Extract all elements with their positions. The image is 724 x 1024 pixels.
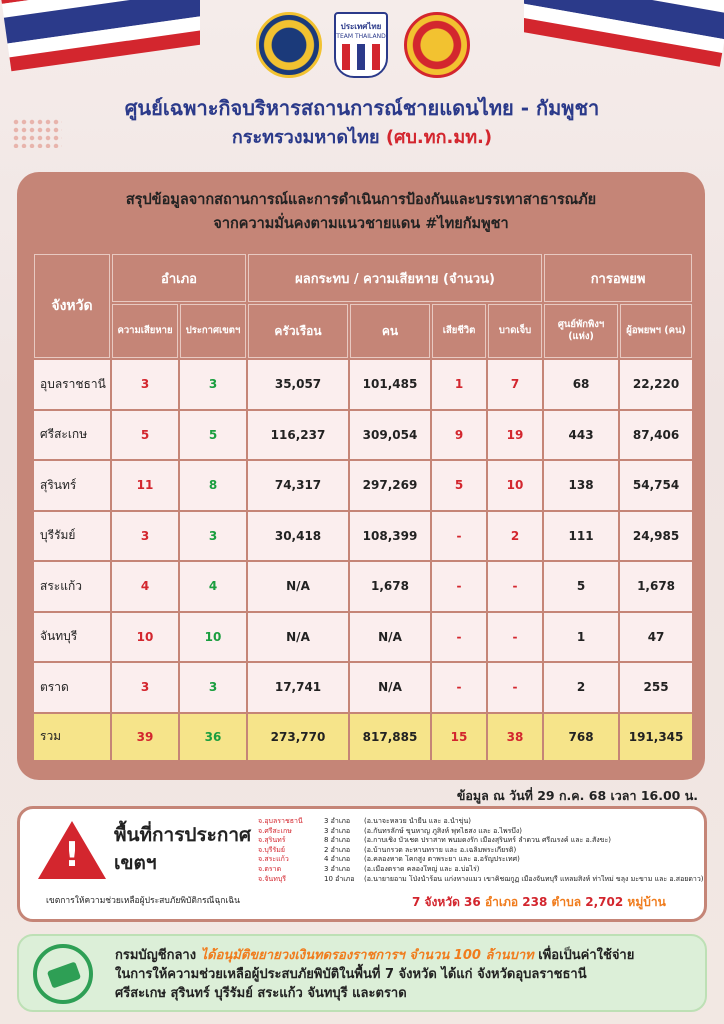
- cell-households: 35,057: [248, 360, 348, 409]
- declared-zone-footnote: เขตการให้ความช่วยเหลือผู้ประสบภัยพิบัติกรณีฉุกเฉิน: [46, 896, 240, 906]
- table-row: [34, 360, 692, 409]
- list-item-detail: (อ.กาบเชิง บัวเชด ปราสาท พนมดงรัก เมืองสุรินทร์ ลำดวน ศรีณรงค์ และ อ.สังขะ): [364, 836, 611, 845]
- table-header-row: [34, 254, 692, 302]
- cell-total-evacuees: 191,345: [620, 714, 692, 760]
- table-total-row: [34, 714, 692, 760]
- cell-deaths: 5: [432, 461, 486, 510]
- team-thailand-logo-text: ประเทศไทย: [340, 22, 382, 31]
- cell-total-deaths: 15: [432, 714, 486, 760]
- cell-people: N/A: [350, 663, 430, 712]
- cell-people: 1,678: [350, 562, 430, 611]
- cell-households: N/A: [248, 613, 348, 662]
- cell-province: ศรีสะเกษ: [34, 411, 110, 460]
- cell-deaths: -: [432, 562, 486, 611]
- fund-approval-box: [17, 934, 707, 1012]
- cell-households: N/A: [248, 562, 348, 611]
- cell-total-declared: 36: [180, 714, 246, 760]
- table-row: [34, 562, 692, 611]
- cell-shelters: 138: [544, 461, 618, 510]
- cell-total-households: 273,770: [248, 714, 348, 760]
- thai-flag-right: [524, 0, 724, 80]
- list-item-detail: (อ.เมืองตราด คลองใหญ่ และ อ.บ่อไร่): [364, 864, 480, 873]
- team-thailand-logo-subtext: TEAM THAILAND: [336, 33, 386, 40]
- list-item-detail: (อ.กันทรลักษ์ ขุนหาญ ภูสิงห์ พุทไธสง และ อ.ไพรบึง): [364, 826, 523, 835]
- cell-evacuees: 1,678: [620, 562, 692, 611]
- cell-evacuees: 24,985: [620, 512, 692, 561]
- cell-damaged: 10: [112, 613, 178, 662]
- col-province: จังหวัด: [34, 254, 110, 358]
- cell-households: 74,317: [248, 461, 348, 510]
- summary-title: [17, 188, 705, 236]
- header-logos: [254, 8, 474, 80]
- summary-panel: [17, 172, 705, 780]
- cell-declared: 3: [180, 663, 246, 712]
- cell-declared: 3: [180, 512, 246, 561]
- cell-declared: 8: [180, 461, 246, 510]
- cell-deaths: 9: [432, 411, 486, 460]
- list-item-count: 3 อำเภอ: [324, 826, 351, 835]
- cell-shelters: 443: [544, 411, 618, 460]
- exclamation-icon: !: [64, 835, 80, 875]
- list-item-count: 2 อำเภอ: [324, 845, 351, 854]
- declared-zone-totals: [412, 893, 666, 912]
- cell-people: 309,054: [350, 411, 430, 460]
- cell-people: N/A: [350, 613, 430, 662]
- cell-evacuees: 47: [620, 613, 692, 662]
- table-row: [34, 663, 692, 712]
- cell-shelters: 68: [544, 360, 618, 409]
- cell-damaged: 4: [112, 562, 178, 611]
- list-item-count: 4 อำเภอ: [324, 855, 351, 864]
- cell-damaged: 5: [112, 411, 178, 460]
- cell-injured: -: [488, 562, 542, 611]
- list-item: [258, 836, 704, 846]
- cell-province: สุรินทร์: [34, 461, 110, 510]
- list-item: [258, 846, 704, 856]
- cell-province: ตราด: [34, 663, 110, 712]
- list-item: [258, 875, 704, 885]
- cell-declared: 3: [180, 360, 246, 409]
- cell-evacuees: 255: [620, 663, 692, 712]
- cell-damaged: 3: [112, 360, 178, 409]
- col-impact: ผลกระทบ / ความเสียหาย (จำนวน): [248, 254, 542, 302]
- table-row: [34, 512, 692, 561]
- fund-text-highlight: ได้อนุมัติขยายวงเงินทดรองราชการฯ จำนวน 100 ล้านบาท: [200, 948, 534, 963]
- ministry-interior-logo: [256, 12, 322, 78]
- cell-injured: 7: [488, 360, 542, 409]
- cell-declared: 5: [180, 411, 246, 460]
- cell-province: บุรีรัมย์: [34, 512, 110, 561]
- table-row: [34, 411, 692, 460]
- cell-province: สระแก้ว: [34, 562, 110, 611]
- col-shelters: ศูนย์พักพิงฯ (แห่ง): [544, 304, 618, 358]
- cell-shelters: 111: [544, 512, 618, 561]
- totals-subdistricts-label: ตำบล: [551, 895, 582, 909]
- cell-injured: -: [488, 663, 542, 712]
- thai-flag-left: [0, 0, 200, 80]
- cell-province: จันทบุรี: [34, 613, 110, 662]
- list-item: [258, 817, 704, 827]
- totals-villages: 2,702: [585, 895, 624, 909]
- table-row: [34, 461, 692, 510]
- cell-evacuees: 54,754: [620, 461, 692, 510]
- list-item-detail: (อ.คลองหาด โคกสูง ตาพระยา และ อ.อรัญประเทศ): [364, 855, 520, 864]
- col-people: คน: [350, 304, 430, 358]
- cell-evacuees: 22,220: [620, 360, 692, 409]
- col-evacuation: การอพยพ: [544, 254, 692, 302]
- cell-damaged: 11: [112, 461, 178, 510]
- cell-injured: 19: [488, 411, 542, 460]
- declared-zone-list: [258, 817, 704, 884]
- col-damaged: ความเสียหาย: [112, 304, 178, 358]
- cell-declared: 10: [180, 613, 246, 662]
- data-timestamp: ข้อมูล ณ วันที่ 29 ก.ค. 68 เวลา 16.00 น.: [456, 788, 698, 803]
- col-declared: ประกาศเขตฯ: [180, 304, 246, 358]
- table-row: [34, 613, 692, 662]
- list-item: [258, 865, 704, 875]
- totals-districts-label: อำเภอ: [484, 895, 519, 909]
- list-item-detail: (อ.นาจะหลวย น้ำยืน และ อ.น้ำขุ่น): [364, 817, 471, 825]
- cell-households: 116,237: [248, 411, 348, 460]
- cell-people: 297,269: [350, 461, 430, 510]
- cell-injured: -: [488, 613, 542, 662]
- cell-shelters: 2: [544, 663, 618, 712]
- cell-households: 30,418: [248, 512, 348, 561]
- totals-provinces: 7 จังหวัด: [412, 895, 460, 909]
- list-item-count: 8 อำเภอ: [324, 836, 351, 845]
- cell-damaged: 3: [112, 512, 178, 561]
- list-item-province: จ.ศรีสะเกษ: [258, 826, 292, 835]
- cell-injured: 2: [488, 512, 542, 561]
- list-item-count: 3 อำเภอ: [324, 817, 351, 825]
- cell-deaths: -: [432, 512, 486, 561]
- list-item-province: จ.จันทบุรี: [258, 874, 287, 883]
- fund-text-line2: ในการให้ความช่วยเหลือผู้ประสบภัยพิบัติในพื้นที่ 7 จังหวัด ได้แก่ จังหวัดอุบลราชธานี: [115, 967, 587, 982]
- cell-total-injured: 38: [488, 714, 542, 760]
- list-item-province: จ.ตราด: [258, 864, 282, 873]
- cell-shelters: 5: [544, 562, 618, 611]
- totals-districts: 36: [464, 895, 481, 909]
- fund-text-b: เพื่อเป็นค่าใช้จ่าย: [538, 948, 635, 963]
- list-item-province: จ.สระแก้ว: [258, 855, 289, 864]
- list-item-province: จ.อุบลราชธานี: [258, 817, 303, 825]
- cell-people: 108,399: [350, 512, 430, 561]
- list-item-count: 3 อำเภอ: [324, 864, 351, 873]
- list-item-province: จ.สุรินทร์: [258, 836, 286, 845]
- ministry-abbr: (ศบ.ทก.มท.): [385, 127, 493, 148]
- cell-people: 101,485: [350, 360, 430, 409]
- cell-households: 17,741: [248, 663, 348, 712]
- cell-total-shelters: 768: [544, 714, 618, 760]
- ministry-name: กระทรวงมหาดไทย: [231, 127, 380, 148]
- list-item: [258, 855, 704, 865]
- col-district: อำเภอ: [112, 254, 246, 302]
- cell-damaged: 3: [112, 663, 178, 712]
- summary-title-line1: สรุปข้อมูลจากสถานการณ์และการดำเนินการป้องกันและบรรเทาสาธารณภัย: [125, 192, 597, 208]
- cell-total-people: 817,885: [350, 714, 430, 760]
- summary-table: [32, 252, 694, 762]
- fund-text-a: กรมบัญชีกลาง: [115, 948, 197, 963]
- list-item-province: จ.บุรีรัมย์: [258, 845, 286, 854]
- cell-declared: 4: [180, 562, 246, 611]
- col-evacuees: ผู้อพยพฯ (คน): [620, 304, 692, 358]
- list-item-detail: (อ.นายายอาม โป่งน้ำร้อน แก่งหางแมว เขาคิชฌกูฏ เมืองจันทบุรี แหลมสิงห์ ท่าใหม่ ขลุง มะขาม และ อ.สอยดาว): [364, 874, 704, 883]
- cell-province: อุบลราชธานี: [34, 360, 110, 409]
- fund-text-line3: ศรีสะเกษ สุรินทร์ บุรีรัมย์ สระแก้ว จันทบุรี และตราด: [115, 986, 407, 1001]
- col-deaths: เสียชีวิต: [432, 304, 486, 358]
- col-households: ครัวเรือน: [248, 304, 348, 358]
- cell-shelters: 1: [544, 613, 618, 662]
- team-thailand-logo: [334, 12, 388, 78]
- disaster-prevention-logo: [404, 12, 470, 78]
- cell-evacuees: 87,406: [620, 411, 692, 460]
- money-cycle-icon: [33, 944, 93, 1004]
- page-subtitle: [0, 122, 724, 151]
- cell-injured: 10: [488, 461, 542, 510]
- page-title: ศูนย์เฉพาะกิจบริหารสถานการณ์ชายแดนไทย - กัมพูชา: [124, 96, 600, 120]
- col-injured: บาดเจ็บ: [488, 304, 542, 358]
- cell-deaths: -: [432, 663, 486, 712]
- fund-approval-text: [115, 946, 699, 1003]
- declared-zone-title: พื้นที่การประกาศเขตฯ: [114, 824, 252, 874]
- list-item-detail: (อ.บ้านกรวด ละหานทราย และ อ.เฉลิมพระเกียรติ): [364, 845, 517, 854]
- list-item-count: 10 อำเภอ: [324, 874, 355, 883]
- cell-deaths: -: [432, 613, 486, 662]
- totals-subdistricts: 238: [522, 895, 548, 909]
- cell-total-label: รวม: [34, 714, 110, 760]
- cell-total-damaged: 39: [112, 714, 178, 760]
- totals-villages-label: หมู่บ้าน: [627, 895, 666, 909]
- summary-title-line2: จากความมั่นคงตามแนวชายแดน #ไทยกัมพูชา: [213, 216, 509, 232]
- cell-deaths: 1: [432, 360, 486, 409]
- declared-zone-box: [17, 806, 707, 922]
- list-item: [258, 827, 704, 837]
- table-subheader-row: [34, 304, 692, 358]
